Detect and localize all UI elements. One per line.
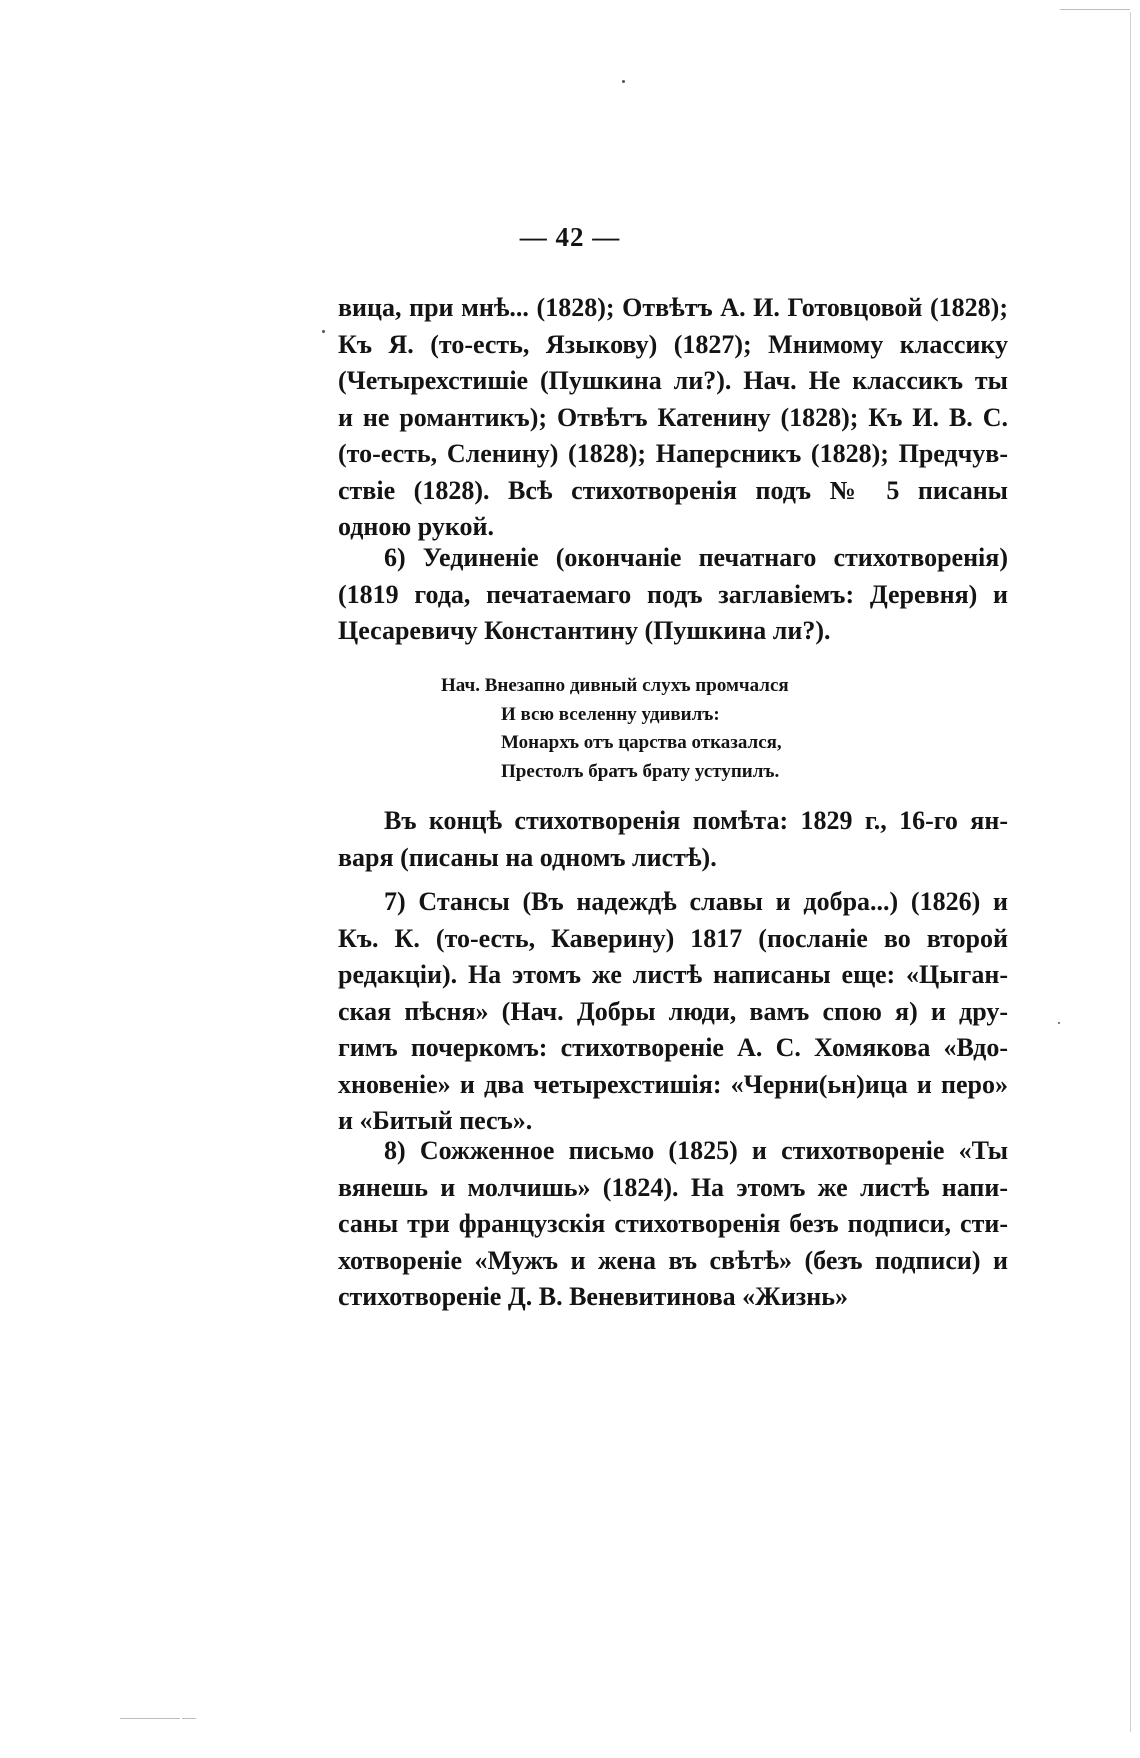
text-line: вица, при мнѣ... (1828); Отвѣтъ А. И. Готовцовой (1828);	[338, 293, 1008, 322]
text-line: гимъ почеркомъ: стихотвореніе А. С. Хомякова «Вдо-	[338, 1033, 1008, 1062]
text-line: хотвореніе «Мужъ и жена въ свѣтѣ» (безъ подписи) и	[338, 1245, 1008, 1275]
text-line: и «Битый песъ».	[338, 1106, 533, 1135]
text-line: вянешь и молчишь» (1824). На этомъ же листѣ напи-	[338, 1172, 1008, 1202]
text-line: 8) Сожженное письмо (1825) и стихотвореніе «Ты	[384, 1136, 1008, 1165]
verse-quotation	[441, 672, 789, 786]
text-line: Къ Я. (то-есть, Языкову) (1827); Мнимому классику	[338, 329, 1008, 359]
ink-speck	[322, 330, 325, 333]
text-line: одною рукой.	[338, 512, 494, 541]
text-line: Въ концѣ стихотворенія помѣта: 1829 г., 16-го ян-	[384, 806, 1008, 835]
text-line: (то-есть, Сленину) (1828); Наперсникъ (1828); Предчув-	[338, 439, 1008, 468]
page-number: — 42 —	[519, 222, 621, 252]
text-line: хновеніе» и два четырехстишія: «Черни(ьн)ица и перо»	[338, 1069, 1008, 1099]
verse-line: Монархъ отъ царства отказался,	[501, 732, 782, 753]
paragraph-4	[338, 884, 1008, 1140]
text-line: и не романтикъ); Отвѣтъ Катенину (1828); Къ И. В. С.	[338, 402, 1008, 432]
text-line: редакціи). На этомъ же листѣ написаны еще: «Цыган-	[338, 960, 1008, 989]
paragraph-5	[338, 1133, 1008, 1316]
text-line: 7) Стансы (Въ надеждѣ славы и добра...) (1826) и	[384, 887, 1008, 916]
text-line: стихотвореніе Д. В. Веневитинова «Жизнь»	[338, 1282, 848, 1311]
text-line: ская пѣсня» (Нач. Добры люди, вамъ спою я) и дру-	[338, 996, 1008, 1026]
verse-line: Нач. Внезапно дивный слухъ промчался	[441, 675, 789, 696]
ink-speck	[1058, 1022, 1060, 1024]
text-line: Къ. К. (то-есть, Каверину) 1817 (посланіе во второй	[338, 923, 1008, 953]
scan-bottom-mark	[120, 1718, 180, 1719]
paragraph-3	[338, 803, 1008, 876]
paragraph-1	[338, 290, 1008, 546]
scan-right-edge	[1130, 12, 1131, 1732]
ink-speck	[622, 80, 625, 83]
verse-line: Престолъ братъ брату уступилъ.	[501, 760, 780, 782]
verse-line: И всю вселенну удивилъ:	[501, 703, 720, 725]
text-line: 6) Уединеніе (окончаніе печатнаго стихотворенія)	[384, 543, 1008, 572]
text-line: (1819 года, печатаемаго подъ заглавіемъ: Деревня) и	[338, 579, 1008, 609]
text-line: (Четырехстишіе (Пушкина ли?). Нач. Не классикъ ты	[338, 366, 1008, 395]
scan-bottom-mark-2	[182, 1718, 196, 1719]
text-line: саны три французскія стихотворенія безъ подписи, сти-	[338, 1209, 1008, 1238]
paragraph-2	[338, 540, 1008, 650]
text-line: ствіе (1828). Всѣ стихотворенія подъ № 5 писаны	[338, 475, 1008, 505]
scan-edge-mark	[1060, 9, 1130, 10]
text-line: варя (писаны на одномъ листѣ).	[338, 842, 717, 872]
text-line: Цесаревичу Константину (Пушкина ли?).	[338, 616, 831, 645]
